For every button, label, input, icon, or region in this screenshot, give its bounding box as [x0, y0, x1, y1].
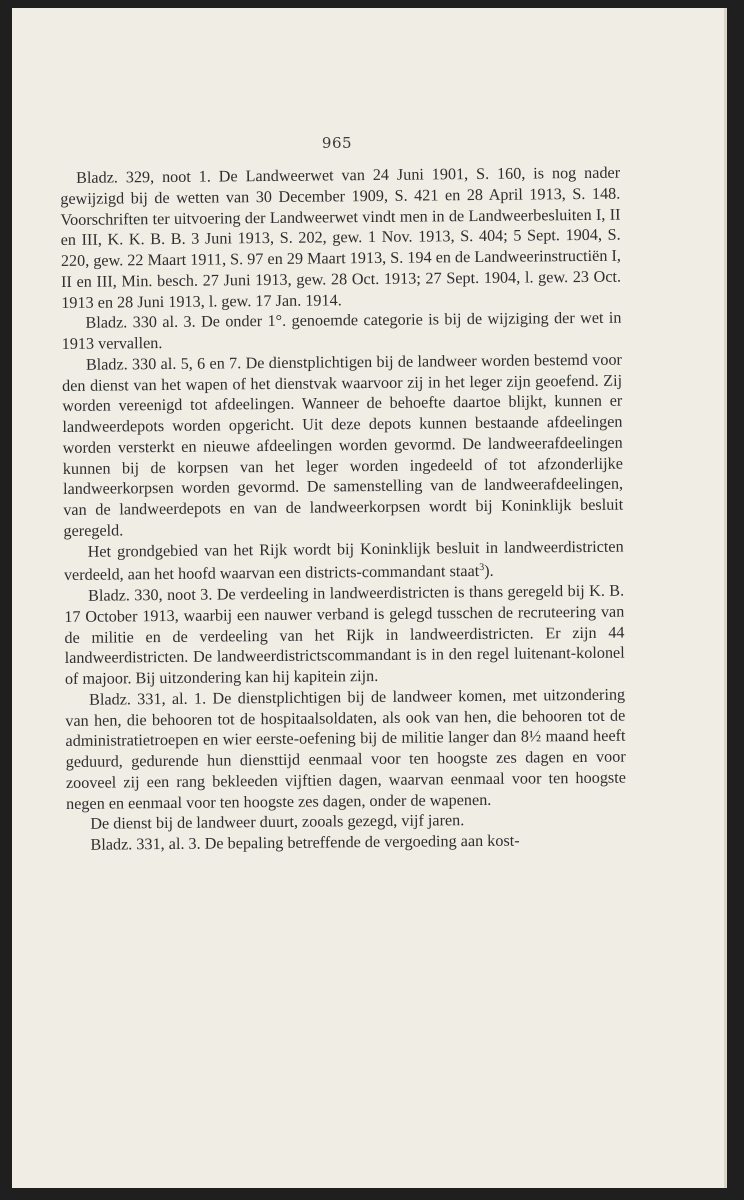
footnote-marker: 3 [479, 562, 485, 574]
paragraph-lead: Bladz. 330 al. 5, 6 en 7. [85, 354, 242, 374]
paragraph-body: De dienstplichtigen bij de landweer worden bestemd voor den dienst van het wapen of het dienstvak waarvoor zij in het leger zijn geoefend. Zij worden vereenigd tot afdeelingen. Wanneer de behoefte daartoe blijkt, kunnen er landweerdepots worden opgericht. Uit deze depots kunnen bestaande afdeelingen worden versterkt en nieuwe afdeelingen worden gevormd. De landweerafdeelingen kunnen bij de korpsen van het leger worden ingedeeld of tot afzonderlijke landweerkorpsen worden gevormd. De samenstelling van de landweerafdeelingen, van de landweerdepots en van de landweerkorpsen wordt bij Koninklijk besluit geregeld. [62, 350, 624, 540]
paragraph-body: De bepaling betreffende de vergoeding aan kost- [204, 831, 520, 853]
paragraph [61, 308, 621, 355]
paragraph-lead: Bladz. 329, noot 1. [76, 167, 211, 187]
page-number: 965 [321, 134, 353, 152]
paragraph [65, 684, 626, 814]
paragraph-body: De onder 1°. genoemde categorie is bij de wijziging der wet in 1913 vervallen. [61, 308, 622, 353]
paragraph-lead: Bladz. 330, noot 3. [88, 585, 213, 605]
paragraph-lead: Bladz. 331, al. 3. [90, 834, 201, 854]
paragraph-body: De verdeeling in landweerdistricten is thans geregeld bij K. B. 17 October 1913, waarbij een nauwer verband is gelegd tusschen de recruteering van de militie en de verdeeling van het Rijk in landweerdistricten. Er zijn 44 landweerdistricten. De landweerdistrictscommandant is in den regel luitenant-kolonel of majoor. Bij uitzondering kan hij kapitein zijn. [64, 581, 625, 688]
paragraph-body: De dienstplichtigen bij de landweer komen, met uitzondering van hen, die behooren tot de hospitaalsoldaten, als ook van hen, die behooren tot de administratietroepen en wier eerste-oefening bij de militie langer dan 8½ maand heeft geduurd, gedurende hun diensttijd eenmaal voor ten hoogste zes dagen en voor zooveel zij een rang bekleeden vijftien dagen, waarvan eenmaal voor ten hoogste negen en eenmaal voor ten hoogste zes dagen, onder de wapenen. [65, 685, 626, 813]
page-body [60, 163, 627, 856]
paragraph-body: Het grondgebied van het Rijk wordt bij Koninklijk besluit in landweerdistricten verdeeld, aan het hoofd waarvan een districts-commandant staat [63, 537, 624, 585]
paragraph [62, 349, 624, 541]
paragraph-lead: Bladz. 331, al. 1. [89, 689, 207, 709]
paragraph-body: De dienst bij de landweer duurt, zooals gezegd, vijf jaren. [90, 811, 465, 833]
paragraph [64, 536, 624, 586]
book-page [12, 8, 727, 1188]
paragraph-body: De Landweerwet van 24 Juni 1901, S. 160, is nog nader gewijzigd bij de wetten van 30 December 1909, S. 421 en 28 April 1913, S. 148. Voorschriften ter uitvoering der Landweerwet vindt men in de Landweerbesluiten I, II en III, K. K. B. B. 3 Juni 1913, S. 202, gew. 1 Nov. 1913, S. 404; 5 Sept. 1904, S. 220, gew. 22 Maart 1911, S. 97 en 29 Maart 1913, S. 194 en de Landweerinstructiën I, II en III, Min. besch. 27 Juni 1913, gew. 28 Oct. 1913; 27 Sept. 1904, l. gew. 23 Oct. 1913 en 28 Juni 1913, l. gew. 17 Jan. 1914. [60, 163, 622, 312]
paragraph [66, 830, 626, 856]
paragraph [60, 163, 621, 314]
paragraph [64, 581, 625, 690]
paragraph-lead: Bladz. 330 al. 3. [85, 312, 196, 333]
paragraph-tail: ). [484, 562, 494, 581]
